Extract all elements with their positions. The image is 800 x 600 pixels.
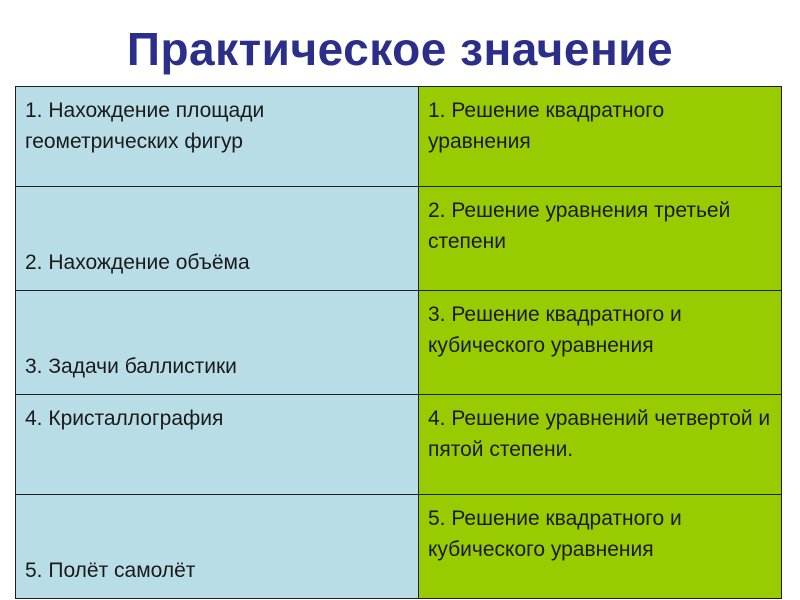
table-row	[16, 495, 782, 599]
left-cell-4: 4. Кристаллография	[16, 395, 419, 495]
table-row	[16, 187, 782, 291]
comparison-table	[15, 86, 782, 599]
right-cell-4: 4. Решение уравнений четвертой и пятой степени.	[419, 395, 782, 495]
left-cell-2: 2. Нахождение объёма	[16, 187, 419, 291]
right-cell-2: 2. Решение уравнения третьей степени	[419, 187, 782, 291]
left-cell-1: 1. Нахождение площади геометрических фигур	[16, 87, 419, 187]
left-cell-3: 3. Задачи баллистики	[16, 291, 419, 395]
right-cell-1: 1. Решение квадратного уравнения	[419, 87, 782, 187]
right-cell-3: 3. Решение квадратного и кубического уравнения	[419, 291, 782, 395]
table-row	[16, 395, 782, 495]
table-row	[16, 291, 782, 395]
left-cell-5: 5. Полёт самолёт	[16, 495, 419, 599]
table-row	[16, 87, 782, 187]
slide-title: Практическое значение	[126, 23, 674, 75]
right-cell-5: 5. Решение квадратного и кубического уравнения	[419, 495, 782, 599]
